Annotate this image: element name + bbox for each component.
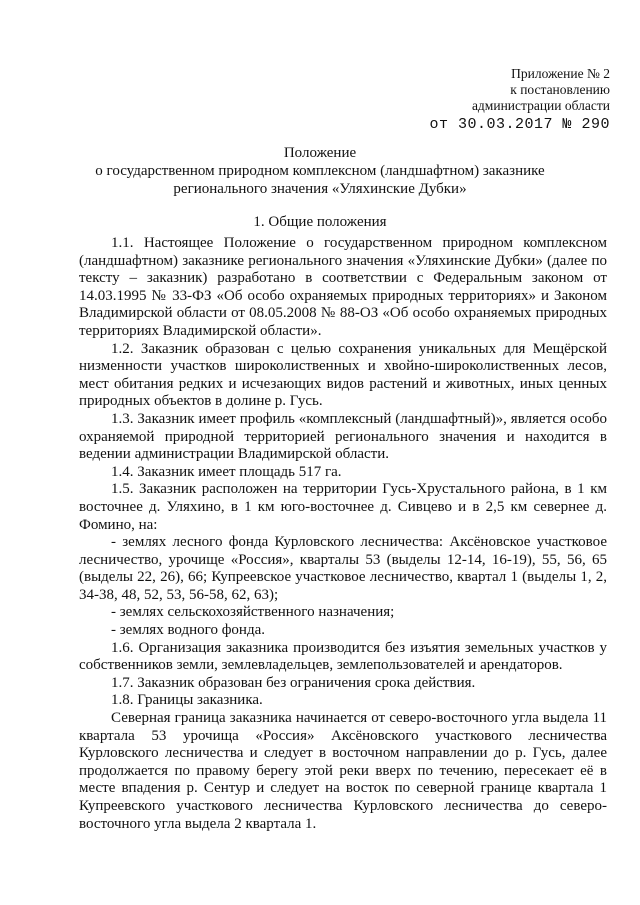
paragraph-1-8: 1.8. Границы заказника. xyxy=(111,692,263,709)
paragraph-1-3: 1.3. Заказник имеет профиль «комплексный (ландшафтный)», является особо охраняемой природной территорией регионального значения и находится в ведении администрации Владимирской области. xyxy=(79,410,607,463)
paragraph-1-4: 1.4. Заказник имеет площадь 517 га. xyxy=(111,463,342,480)
appendix-line-3: администрации области xyxy=(471,98,610,113)
paragraph-northern-boundary: Северная граница заказника начинается от северо-восточного угла выдела 11 квартала 53 урочища «Россия» Аксёновского участкового лесничества Курловского лесничества и следует в восточном направлении до р. Гусь, далее продолжается по правому берегу этой реки вверх по течению, пересекает её в месте впадения р. Сентур и следует на восток по северной границе квартала 1 Купреевского участкового лесничества Курловского лесничества до северо-восточного угла выдела 2 квартала 1. xyxy=(79,710,607,832)
list-item-agricultural-lands: - землях сельскохозяйственного назначения; xyxy=(111,604,395,621)
appendix-line-1: Приложение № 2 xyxy=(511,66,610,81)
section-body xyxy=(79,235,607,833)
paragraph-1-1: 1.1. Настоящее Положение о государственном природном комплексном (ландшафтном) заказнике регионального значения «Уляхинские Дубки» (далее по тексту – заказник) разработано в соответствии с Федеральным законом от 14.03.1995 № 33-ФЗ «Об особо охраняемых природных территориях» и Законом Владимирской области от 08.05.2008 № 88-ОЗ «Об особо охраняемых природных территориях Владимирской области». xyxy=(79,235,607,339)
paragraph-1-5: 1.5. Заказник расположен на территории Гусь-Хрустального района, в 1 км восточнее д. Уляхино, в 1 км юго-восточнее д. Сивцево и в 2,5 км севернее д. Фомино, на: xyxy=(79,481,607,533)
appendix-line-2: к постановлению xyxy=(510,82,610,97)
decree-date-number: от 30.03.2017 № 290 xyxy=(429,116,610,133)
section-title: 1. Общие положения xyxy=(253,214,387,230)
paragraph-1-2: 1.2. Заказник образован с целью сохранения уникальных для Мещёрской низменности участков широколиственных и хвойно-широколиственных лесов, мест обитания редких и исчезающих видов растений и животных, иных ценных природных объектов в долине р. Гусь. xyxy=(79,340,607,410)
title-line-3: регионального значения «Уляхинские Дубки» xyxy=(173,181,467,197)
document-title xyxy=(0,144,640,198)
paragraph-1-7: 1.7. Заказник образован без ограничения срока действия. xyxy=(111,674,476,691)
title-line-1: Положение xyxy=(283,145,357,161)
paragraph-1-6: 1.6. Организация заказника производится без изъятия земельных участков у собственников земли, землевладельцев, землепользователей и арендаторов. xyxy=(79,639,607,674)
appendix-header xyxy=(429,66,610,134)
list-item-water-lands: - землях водного фонда. xyxy=(111,622,265,639)
title-line-2: о государственном природном комплексном (ландшафтном) заказнике xyxy=(95,163,545,179)
list-item-forest-lands: - землях лесного фонда Курловского лесничества: Аксёновское участковое лесничество, урочище «Россия», кварталы 53 (выделы 12-14, 16-19), 55, 56, 65 (выделы 22, 26), 66; Купреевское участковое лесничество, квартал 1 (выделы 1, 2, 34-38, 48, 52, 53, 56-58, 62, 63); xyxy=(79,534,607,603)
